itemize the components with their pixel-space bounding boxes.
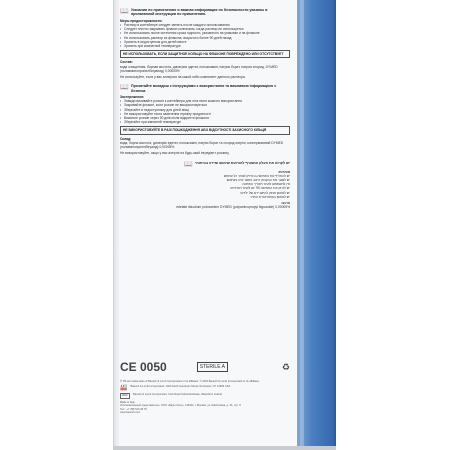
- he-warnings-heading: אזהרות:: [278, 169, 290, 174]
- eu-rep-block: [120, 393, 290, 398]
- manufacturer-block: [120, 385, 290, 391]
- ua-precaution: • Завжди виливайте розчин з контейнера для лінз після кожного використання: [120, 99, 290, 103]
- ru-seal-warning: НЕ ИСПОЛЬЗОВАТЬ, ЕСЛИ ЗАЩИТНОЕ КОЛЬЦО НА ФЛАКОНЕ ПОВРЕЖДЕНО ИЛИ ОТСУТСТВУЕТ: [120, 50, 290, 58]
- distributor: Уполномоченный представитель: ООО «Бауш Хелс», 115162, г. Москва, ул. Шаболовка, д. 31, стр. 5: [120, 404, 241, 408]
- ua-precaution: • Зберігайте при кімнатній температурі: [120, 120, 290, 124]
- ru-precaution: • Хранить в недоступном для детей месте: [120, 40, 290, 44]
- made-in: Made in Italy: [120, 400, 135, 404]
- instructions-book-icon: 📖: [184, 160, 194, 168]
- ua-seal-warning: НЕ ВИКОРИСТОВУЙТЕ В РАЗІ ПОШКОДЖЕННЯ АБО ВІДСУТНОСТІ ЗАХИСНОГО КІЛЬЦЯ: [120, 126, 290, 134]
- package-side-panel: [297, 0, 334, 450]
- instructions-book-icon: 📖: [120, 8, 129, 15]
- trademark-notice: ® TM are trademarks of Bausch & Lomb Incorporated or its affiliates. © 2020 Bausch & Lomb Incorporated or its affiliates.: [120, 380, 260, 383]
- ua-precaution: • Зберігайте в недоступному для дітей місці: [120, 108, 290, 112]
- he-warning-item: יש לאחסן בטמפרטורת החדר: [250, 194, 290, 199]
- factory-icon: 🏭: [120, 385, 128, 392]
- ru-allergy: Не используйте, если у вас аллергия на какой-либо компонент данного раствора.: [120, 75, 246, 80]
- ua-precaution: • Не використовуйте після закінчення терміну придатності: [120, 112, 290, 116]
- ru-precaution: • Хранить при комнатной температуре: [120, 44, 290, 48]
- ref-label: REF: [122, 393, 128, 398]
- recycle-icon: ♻: [281, 361, 290, 372]
- label-text: [120, 8, 290, 209]
- ua-composition: вода, борна кислота, динатрію едетат, полоксамін, натрію борат та хлорид натрію; консервований DYMED (поліамінопропілбігуанід) 0,00005%: [120, 140, 284, 150]
- ru-composition: вода очищенная, борная кислота, динатрия эдетат, полоксамин, натрия борат, натрия хлорид, DYMED (полиаминопропилбигуанид) 0,00005%: [120, 64, 278, 73]
- ua-allergy: Не використовуйте, якщо у вас алергія на будь-який інгредієнт розчину.: [120, 151, 230, 156]
- regulatory-symbols: [120, 360, 290, 374]
- he-warning-item: יש להחליף את התמיסה בנרתיק לאחר כל שימוש: [223, 173, 290, 178]
- ru-precaution: • Не использовать раствор из флакона, вскрытого более 90 дней назад: [120, 36, 290, 40]
- ua-precaution: • Викиньте розчин через 90 днів після відкриття флакона: [120, 116, 290, 120]
- website: www.bausch.com: [120, 411, 141, 415]
- ua-precautions-heading: Застереження:: [120, 95, 145, 100]
- ru-precaution: • Следует плотно закрывать флакон колпачком, когда раствор не используется: [120, 27, 290, 31]
- ua-precaution: • Закривайте флакон, коли розчин не використовується: [120, 103, 290, 107]
- ru-precaution: • Раствор в контейнере следует менять после каждого использования: [120, 23, 290, 27]
- package-edge: [334, 0, 336, 450]
- phone: Тел.: +7 495 510 28 79: [120, 407, 147, 411]
- he-warning-item: יש לאחסן מחוץ להישג ידם של ילדים: [240, 190, 290, 195]
- ce-mark: CE 0050: [120, 360, 167, 374]
- instructions-book-icon: 📖: [120, 84, 129, 92]
- eu-rep-address: Bausch & Lomb Incorporated, Cork Road Industrial Estate, Waterford, Ireland: [133, 393, 222, 397]
- he-warning: יש לקרוא את העלון המצורף להוראות שימוש ומידע בטיחותי 📖: [184, 160, 290, 168]
- sterile-symbol: STERILE A: [197, 362, 228, 372]
- ua-warning: 📖 Прочитайте вкладиш з інструкціями з використання та важливою інформацією з безпеки.: [120, 84, 276, 93]
- he-warning-item: יש לסגור את הבקבוק היטב כאשר אינו בשימוש: [226, 177, 290, 182]
- he-warning-item: יש לזרוק את התמיסה 90 יום לאחר הפתיחה: [230, 186, 290, 191]
- he-composition: edetate disodium poloxamine DYMED (polyaminopropyl biguanide) 0.00005%: [176, 205, 290, 210]
- ru-warning: 📖 Указания по применению и важная информация по безопасности указаны в прилагаемой инструкции по применению.: [120, 8, 268, 17]
- ua-composition-heading: Склад:: [120, 136, 132, 141]
- ru-precautions-heading: Меры предосторожности:: [120, 18, 163, 23]
- manufacturer-footer: [120, 380, 290, 414]
- manufacturer-address: Bausch & Lomb Incorporated, 1400 North Goodman Street, Rochester, NY 14609 USA: [130, 385, 231, 389]
- package-shadow: [113, 446, 336, 450]
- he-composition-heading: הרכב:: [280, 200, 290, 205]
- ru-precaution: • Не использовать после истечения срока годности, указанного на упаковке и на флаконе: [120, 31, 290, 35]
- ru-composition-heading: Состав:: [120, 60, 133, 65]
- he-warning-item: אין להשתמש לאחר תאריך התפוגה: [242, 182, 290, 187]
